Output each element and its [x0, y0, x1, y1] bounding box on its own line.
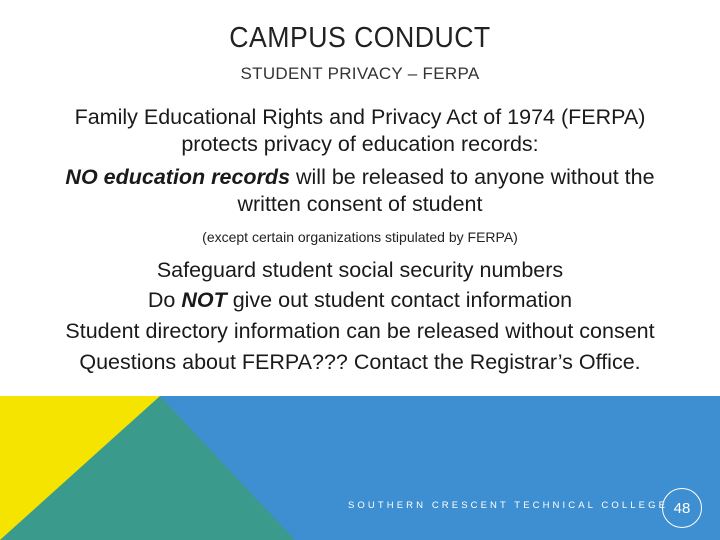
body-line-2: protects privacy of education records:: [181, 132, 539, 156]
emphasis-no-records: NO education records: [65, 165, 291, 189]
exception-note: (except certain organizations stipulated by FERPA): [202, 229, 518, 245]
slide-title: CAMPUS CONDUCT: [229, 22, 491, 54]
body-line-3: [0, 164, 720, 191]
body-line-5: Safeguard student social security numbers: [156, 258, 564, 282]
footer-college-name: SOUTHERN CRESCENT TECHNICAL COLLEGE: [348, 500, 669, 511]
page-number: 48: [673, 499, 691, 517]
slide-subtitle: STUDENT PRIVACY – FERPA: [240, 64, 480, 83]
page-number-badge: [662, 488, 702, 528]
body-line-1: Family Educational Rights and Privacy Act of 1974 (FERPA): [74, 105, 646, 129]
body-line-4: written consent of student: [237, 192, 483, 216]
body-line-6-post: give out student contact information: [226, 288, 573, 312]
body-line-6: [0, 287, 720, 314]
body-line-7: Student directory information can be released without consent: [65, 319, 655, 343]
emphasis-not: NOT: [181, 288, 227, 312]
body-line-6-pre: Do: [147, 288, 182, 312]
body-line-3-rest: will be released to anyone without the: [290, 165, 655, 189]
body-line-8: Questions about FERPA??? Contact the Registrar’s Office.: [79, 350, 641, 374]
